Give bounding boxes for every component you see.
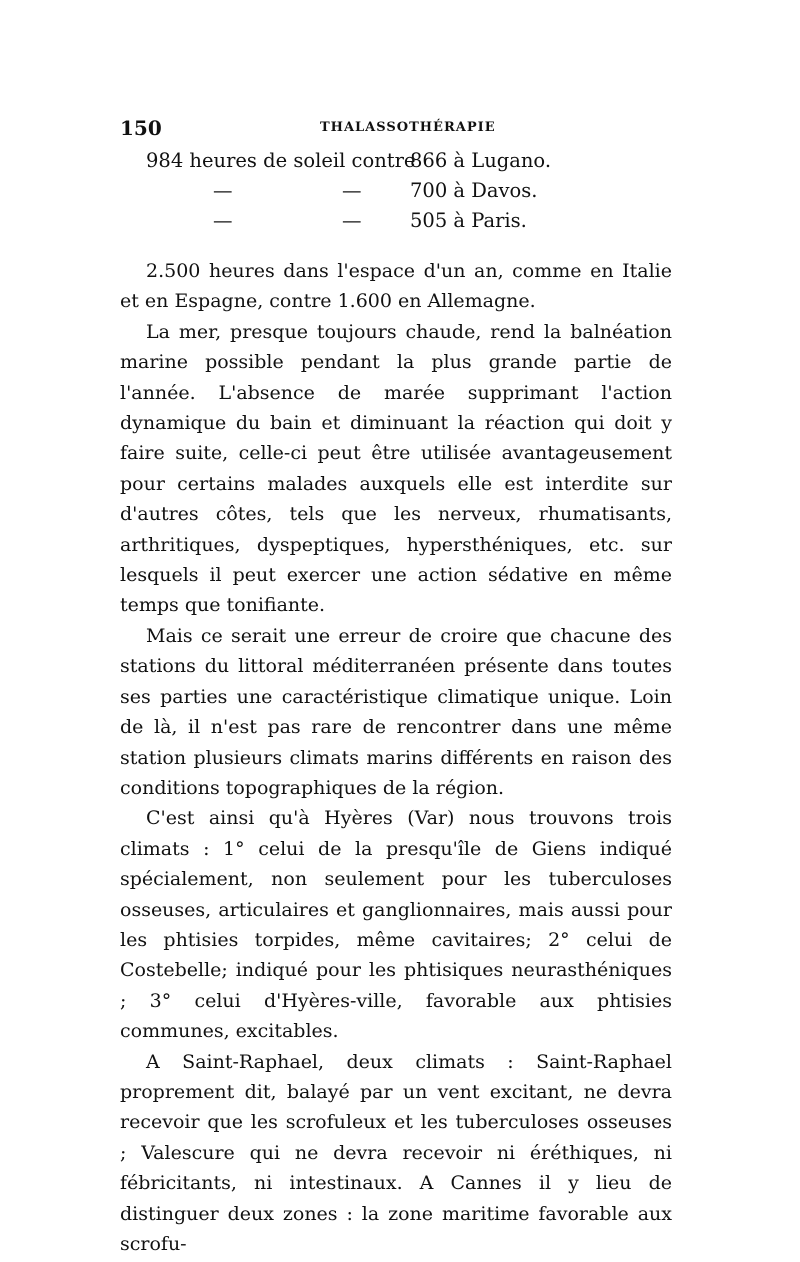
table-row (120, 206, 680, 236)
body-text (120, 256, 672, 1259)
hours-cell: 984 heures de soleil contre (146, 149, 416, 172)
sunshine-table (120, 146, 680, 236)
value-cell: 505 à Paris. (410, 209, 527, 232)
paragraph: Mais ce serait une erreur de croire que chacune des stations du littoral méditerranéen présente dans toutes ses parties une caractéristique climatique unique. Loin de là, il n'est pas rare de rencontrer dans une même station plusieurs climats marins différents en raison des conditions topographiques de la région. (120, 624, 672, 799)
ditto-mark: — (213, 179, 233, 202)
paragraph: La mer, presque toujours chaude, rend la balnéation marine possible pendant la plus grande partie de l'année. L'absence de marée supprimant l'action dynamique du bain et diminuant la réaction qui doit y faire suite, celle-ci peut être utilisée avantageusement pour certains malades auxquels elle est interdite sur d'autres côtes, tels que les nerveux, rhumatisants, arthritiques, dyspeptiques, hypersthéniques, etc. sur lesquels il peut exercer une action sédative en même temps que tonifiante. (120, 320, 672, 617)
value-cell: 700 à Davos. (410, 179, 538, 202)
table-row (120, 146, 680, 176)
ditto-mark: — (342, 209, 362, 232)
paragraph: 2.500 heures dans l'espace d'un an, comme en Italie et en Espagne, contre 1.600 en Allemagne. (120, 260, 672, 313)
table-row (120, 176, 680, 206)
page-header (120, 116, 680, 138)
paragraph: C'est ainsi qu'à Hyères (Var) nous trouvons trois climats : 1° celui de la presqu'île de Giens indiqué spécialement, non seulement pour les tuberculoses osseuses, articulaires et ganglionnaires, mais aussi pour les phtisies torpides, même cavitaires; 2° celui de Costebelle; indiqué pour les phtisiques neurasthéniques ; 3° celui d'Hyères-ville, favorable aux phtisies communes, excitables. (120, 807, 672, 1043)
running-title: THALASSOTHÉRAPIE (320, 120, 496, 135)
ditto-mark: — (213, 209, 233, 232)
ditto-mark: — (342, 179, 362, 202)
value-cell: 866 à Lugano. (410, 149, 552, 172)
page-number: 150 (120, 116, 162, 140)
paragraph: A Saint-Raphael, deux climats : Saint-Raphael proprement dit, balayé par un vent excitant, ne devra recevoir que les scrofuleux et les tuberculoses osseuses ; Valescure qui ne devra recevoir ni éréthiques, ni fébricitants, ni intestinaux. A Cannes il y lieu de distinguer deux zones : la zone maritime favorable aux scrofu- (120, 1050, 672, 1255)
